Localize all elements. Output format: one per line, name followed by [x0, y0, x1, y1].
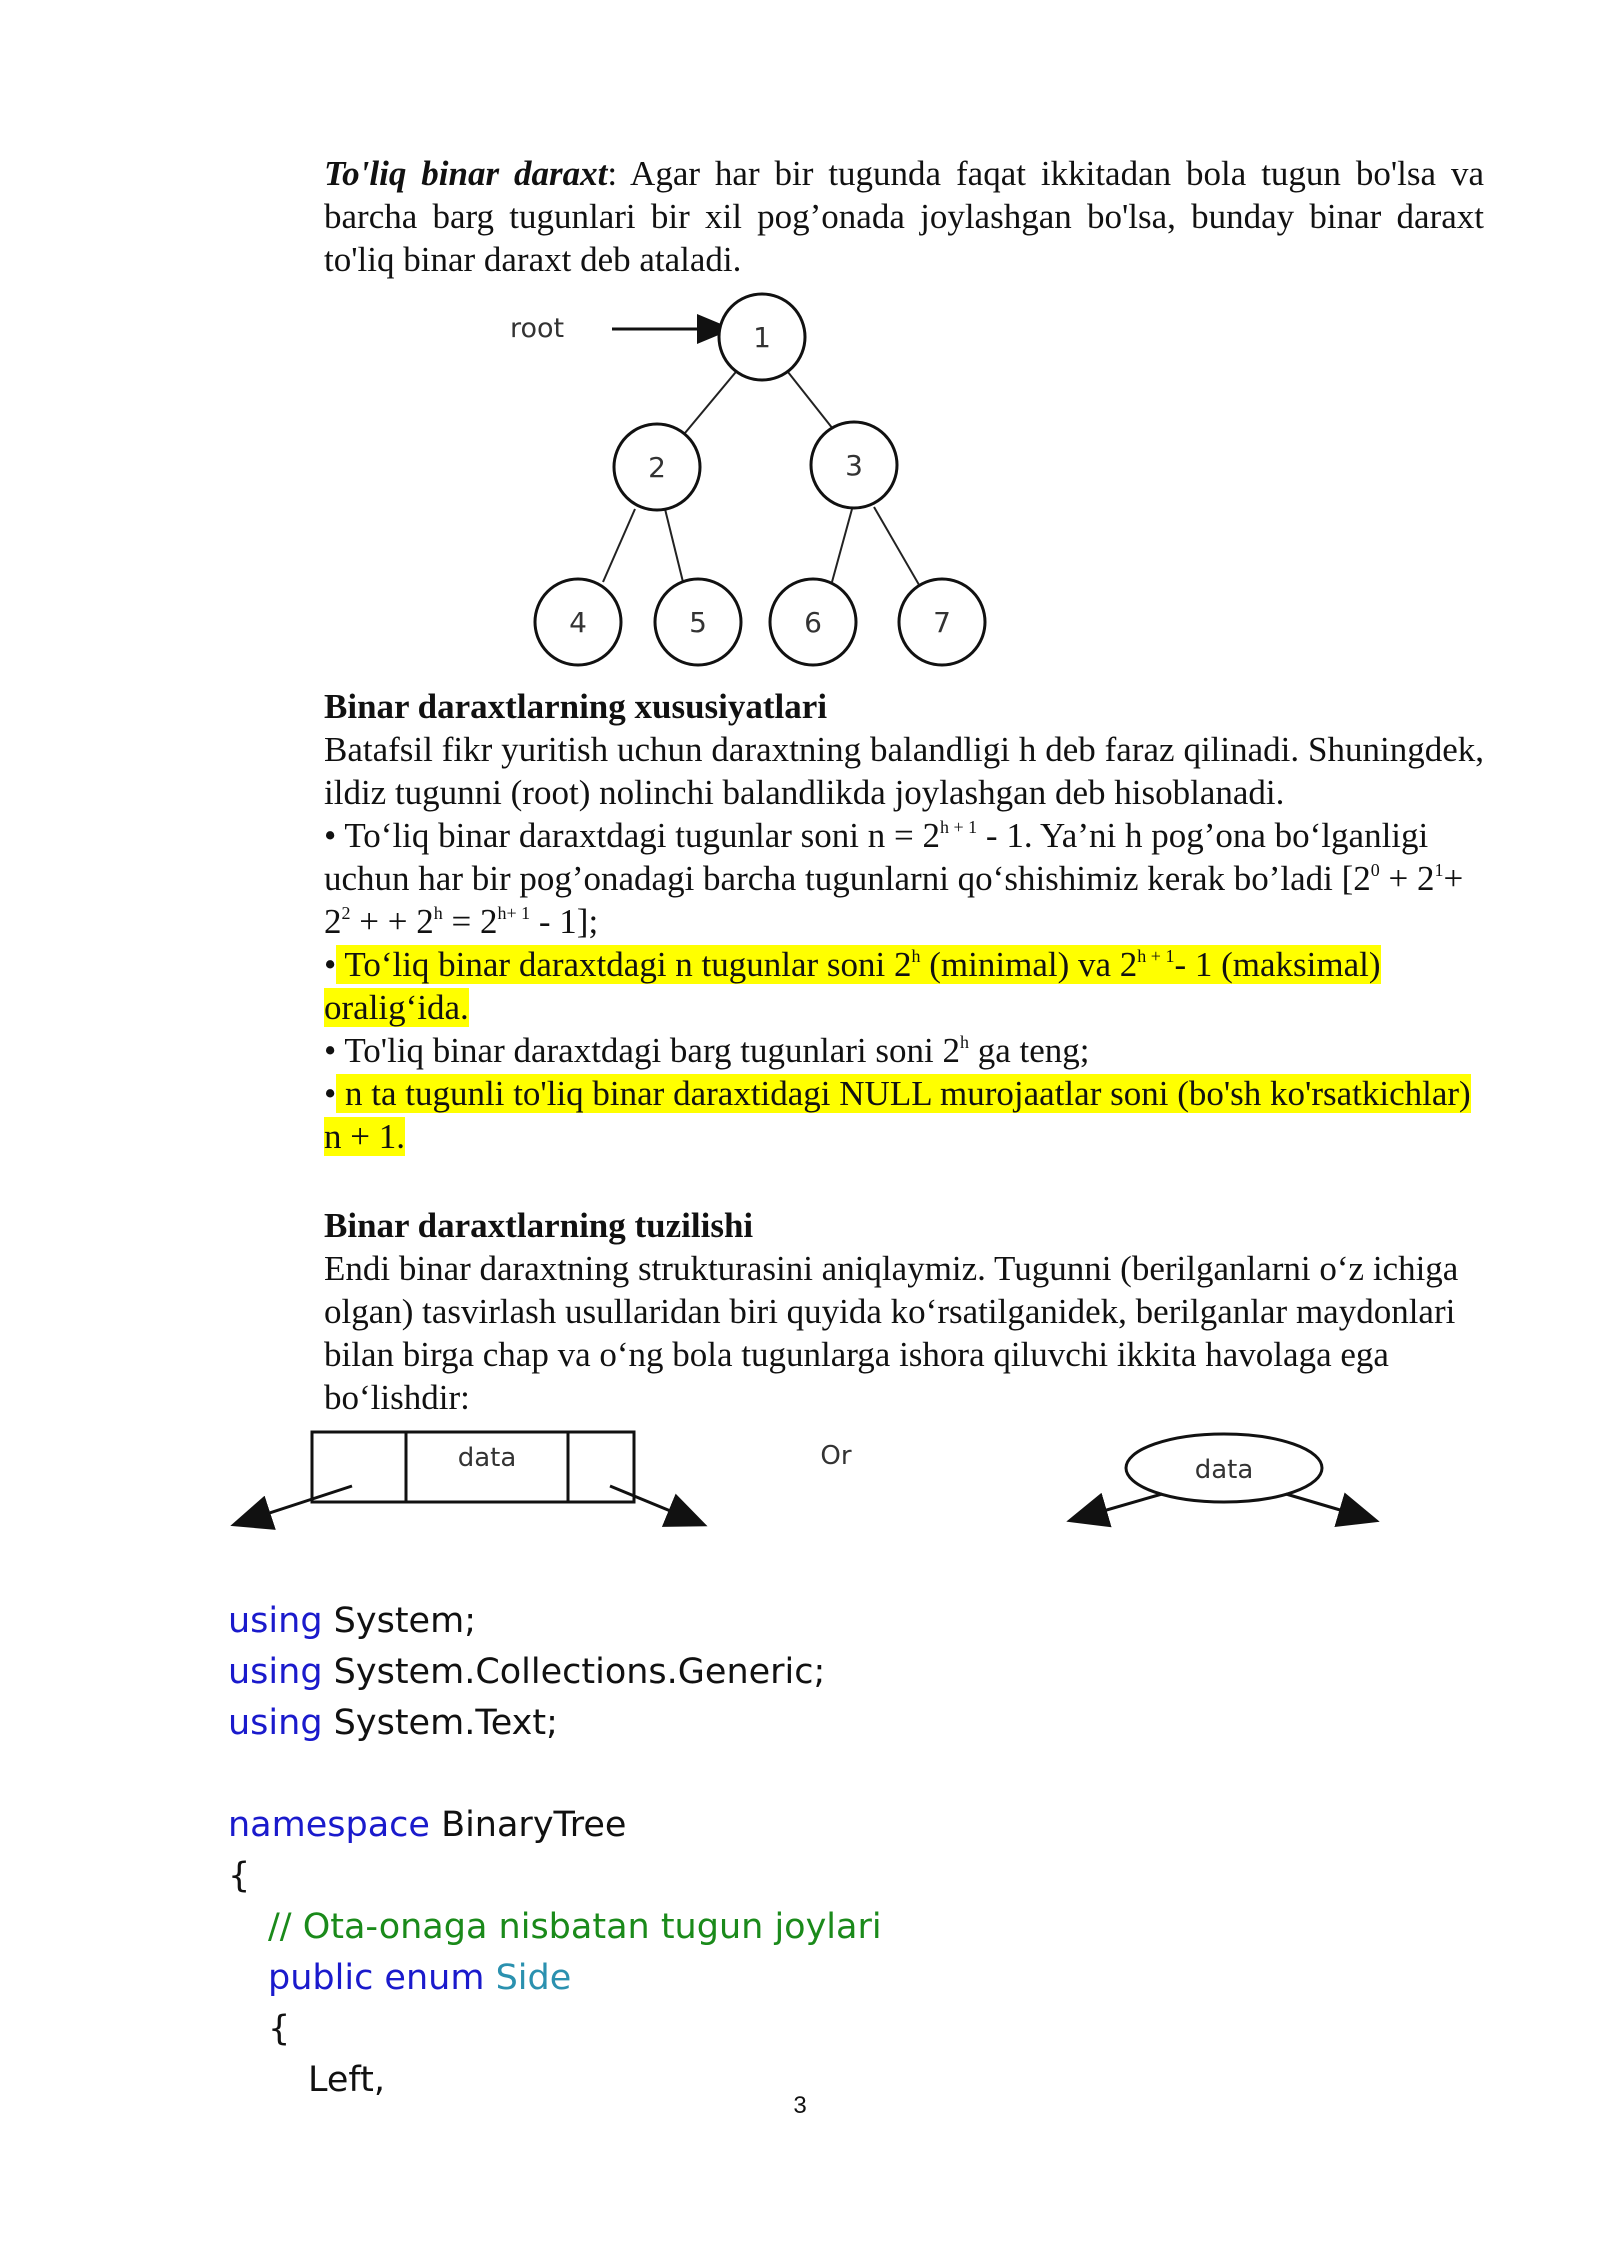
code-line: Left,	[308, 2060, 385, 2100]
edge-2-5	[665, 509, 683, 582]
properties-section	[228, 685, 1484, 1158]
tree-node	[770, 579, 856, 665]
full-tree-term: To'liq binar daraxt	[324, 154, 608, 193]
ellipse-data-label: data	[1194, 1455, 1254, 1485]
edge-2-4	[603, 509, 635, 582]
code-line: // Ota-onaga nisbatan tugun joylari	[268, 1907, 882, 1947]
full-tree-colon: :	[607, 154, 618, 193]
full-tree-paragraph	[228, 152, 1484, 281]
structure-heading: Binar daraxtlarning tuzilishi	[324, 1206, 754, 1245]
structure-section	[228, 1204, 1484, 1419]
tree-node-label: 4	[569, 606, 587, 639]
ellipse-left-arrow	[1072, 1494, 1162, 1520]
code-line-blank	[228, 1749, 882, 1800]
full-tree-definition: Agar har bir tugunda faqat ikkitadan bola tugun bo'lsa va barcha barg tugunlari bir xil pog’onada joylashgan bo'lsa, bunday binar daraxt to'liq binar daraxt deb ataladi.	[324, 154, 1484, 279]
edge-3-7	[874, 507, 922, 590]
root-label: root	[510, 313, 565, 344]
edge-3-6	[832, 509, 852, 582]
right-link-arrow	[610, 1486, 702, 1524]
properties-heading: Binar daraxtlarning xususiyatlari	[324, 687, 828, 726]
tree-node	[614, 424, 700, 510]
bullet-null-refs: • n ta tugunli to'liq binar daraxtidagi NULL murojaatlar soni (bo'sh ko'rsatkichlar) n + 1.	[324, 1074, 1471, 1156]
bullet-node-range: • To‘liq binar daraxtdagi n tugunlar soni 2$^h$ (minimal) va $2^{h + 1}-$ 1 (maksimal) oralig‘ida.	[324, 945, 1381, 1027]
or-label: Or	[820, 1441, 852, 1471]
tree-node-label: 2	[648, 451, 666, 484]
code-line: using System;	[228, 1601, 476, 1641]
structure-paragraph: Endi binar daraxtning strukturasini aniqlaymiz. Tugunni (berilganlarni o‘z ichiga olgan) tasvirlash usullaridan biri quyida ko‘rsatilganidek, berilganlar maydonlari bilan birga chap va o‘ng bola tugunlarga ishora qiluvchi ikkita havolaga ega bo‘lishdir:	[324, 1249, 1459, 1417]
node-structure-diagram	[220, 1430, 1400, 1550]
tree-node-label: 5	[689, 606, 707, 639]
code-line: {	[228, 1856, 251, 1896]
code-line: namespace BinaryTree	[228, 1805, 627, 1845]
code-line: public enum Side	[268, 1958, 572, 1998]
tree-node	[535, 579, 621, 665]
edge-1-3	[784, 367, 833, 429]
tree-node-label: 1	[753, 321, 771, 354]
tree-node-label: 7	[933, 606, 951, 639]
tree-node	[655, 579, 741, 665]
code-line: using System.Text;	[228, 1703, 558, 1743]
edge-1-2	[685, 367, 740, 433]
code-line: {	[268, 2009, 291, 2049]
tree-node-label: 3	[845, 449, 863, 482]
page-number: 3	[793, 2092, 807, 2119]
tree-node	[899, 579, 985, 665]
tree-node	[719, 294, 805, 380]
tree-node-label: 6	[804, 606, 822, 639]
code-line: using System.Collections.Generic;	[228, 1652, 826, 1692]
tree-node	[811, 422, 897, 508]
box-data-label: data	[457, 1443, 517, 1473]
node-ellipse	[1072, 1434, 1374, 1520]
left-link-arrow	[236, 1486, 352, 1524]
node-box	[236, 1432, 702, 1524]
properties-intro: Batafsil fikr yuritish uchun daraxtning balandligi h deb faraz qilinadi. Shuningdek, ildiz tugunni (root) nolinchi balandlikda joylashgan deb hisoblanadi.	[324, 730, 1484, 812]
binary-tree-diagram	[500, 285, 1020, 675]
bullet-node-count: • To‘liq binar daraxtdagi tugunlar soni $n = 2^{h + 1} - 1$. Ya’ni h pog’ona bo‘lganligi uchun har bir pog’onadagi barcha tugunlarni qo‘shishimiz kerak bo’ladi [$2^0 + 2^1+ 2^2$ + + $2^h = 2^{h+ 1} - 1$];	[324, 816, 1464, 941]
ellipse-right-arrow	[1286, 1494, 1374, 1520]
bullet-leaf-count: • To'liq binar daraxtdagi barg tugunlari soni 2$^h$ ga teng;	[324, 1031, 1090, 1070]
